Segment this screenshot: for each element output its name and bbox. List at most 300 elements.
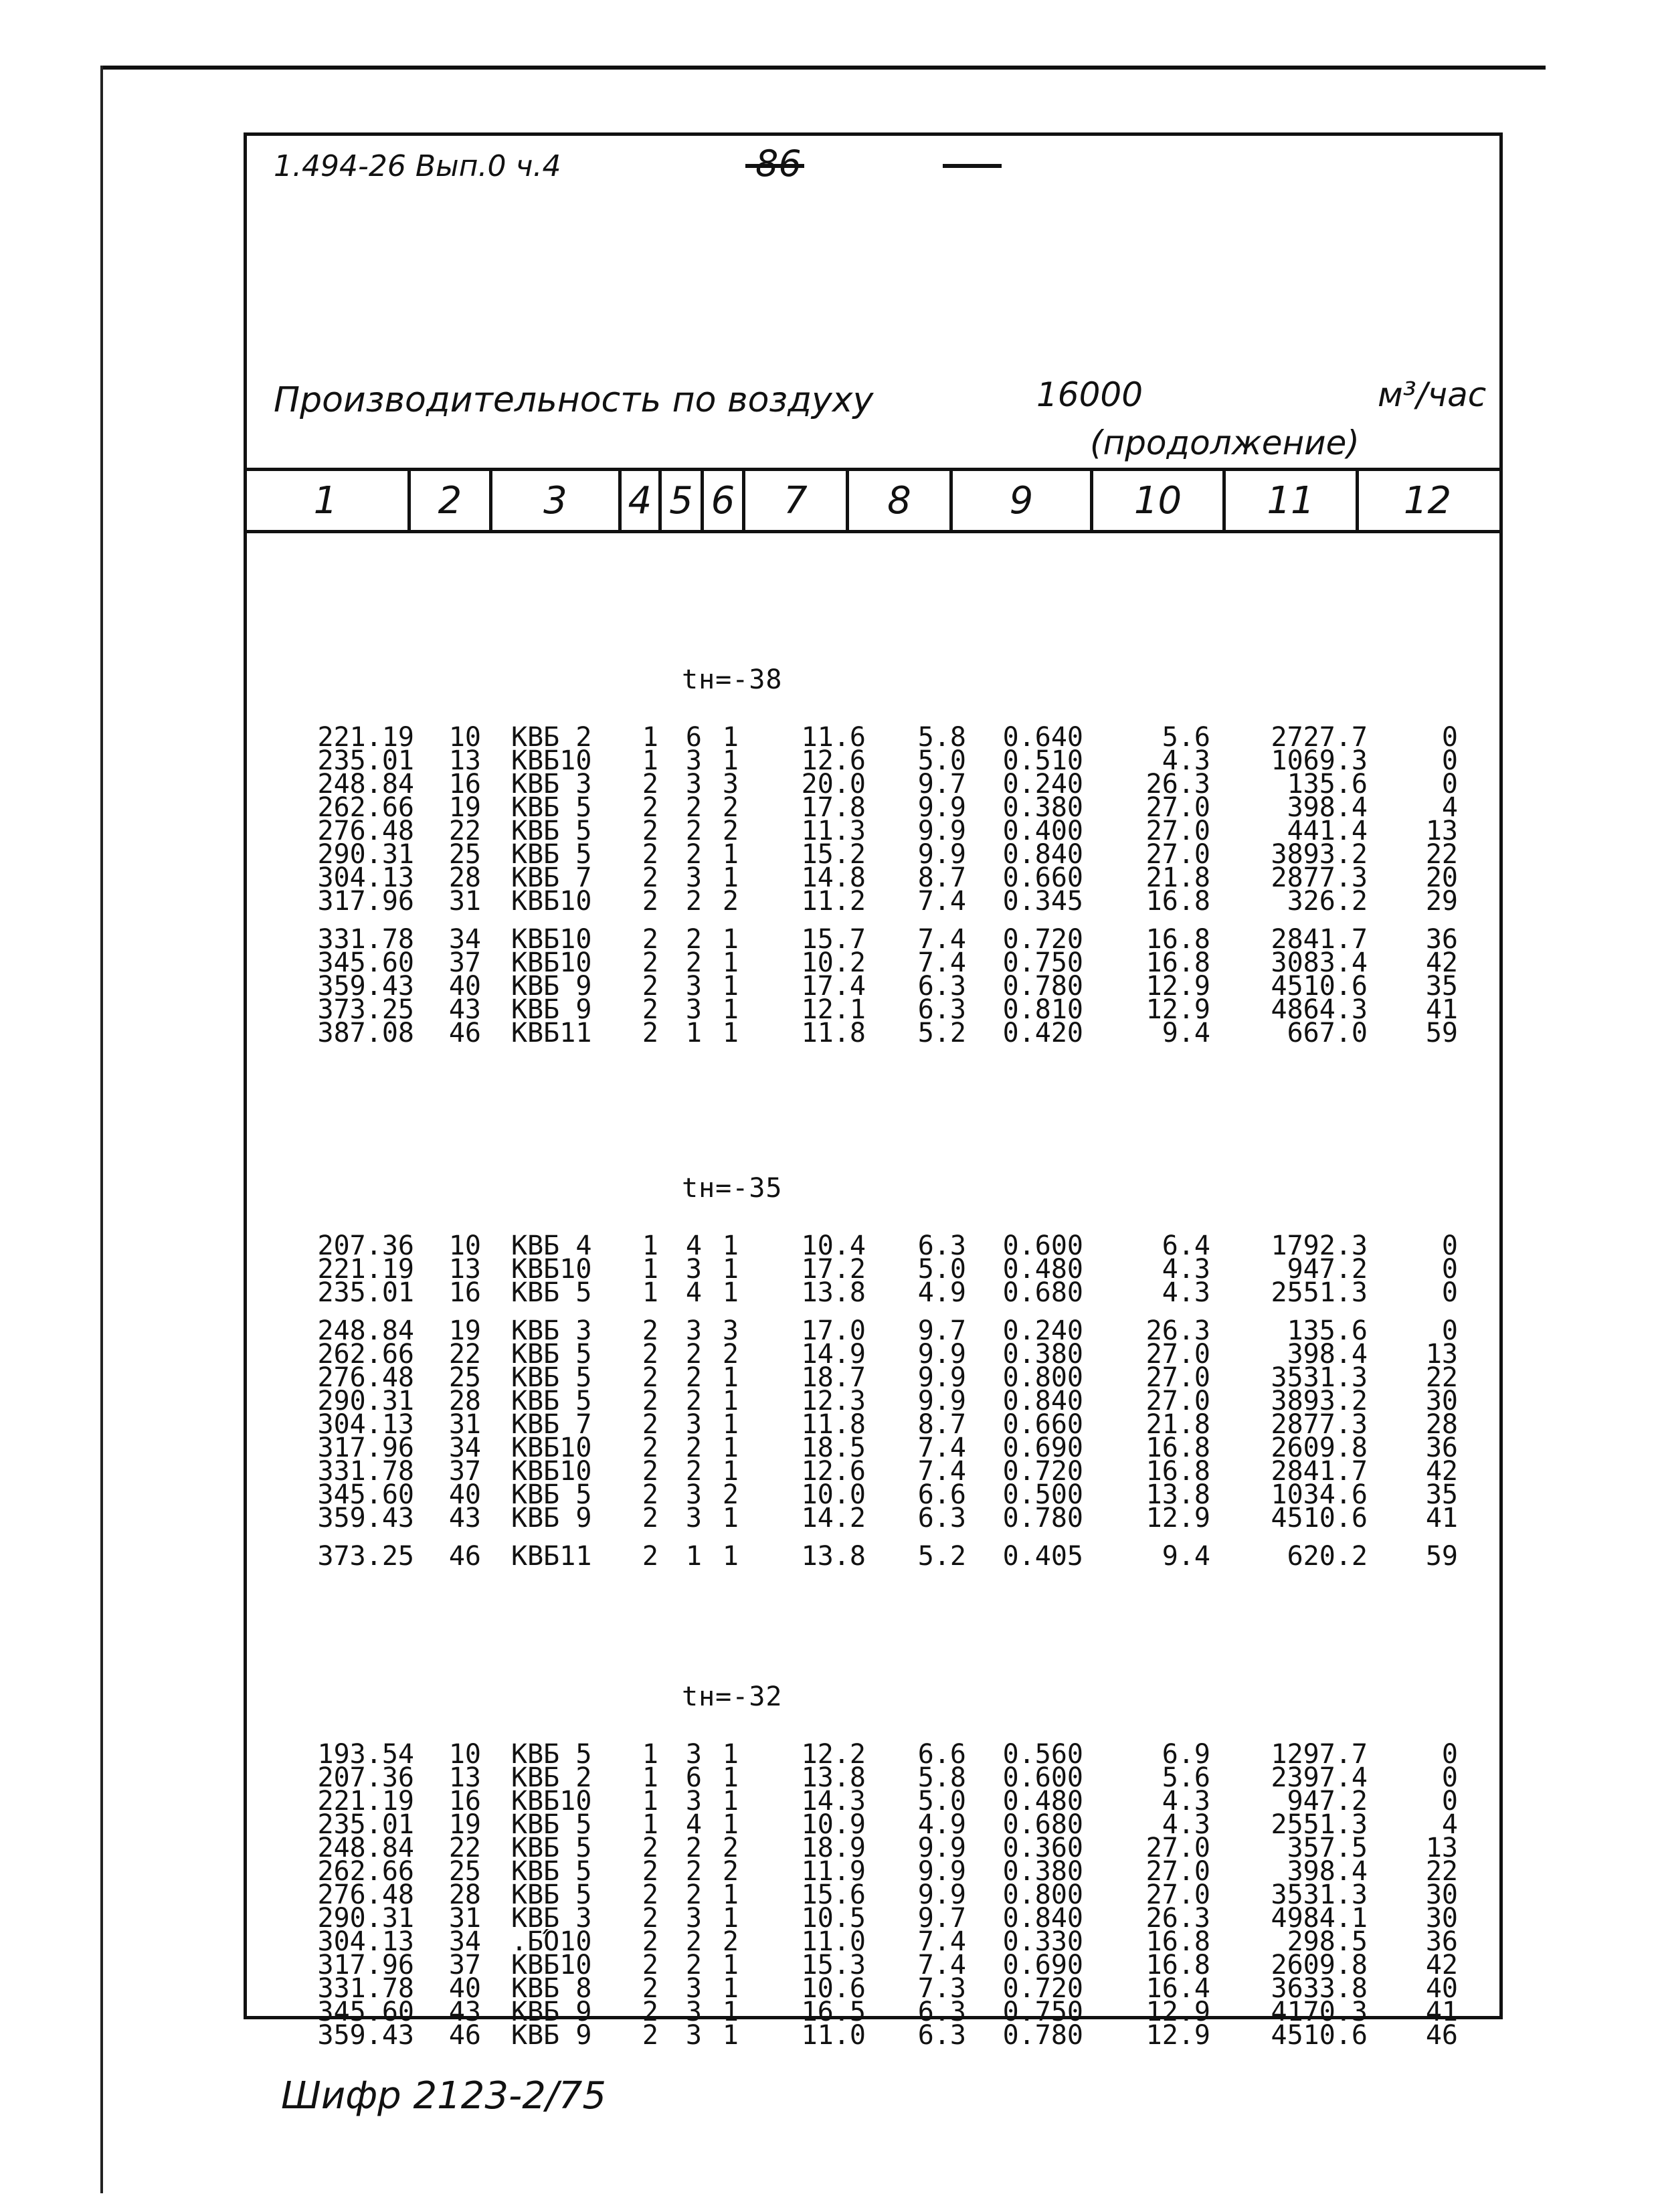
- cell-col-3: КВБ 9: [511, 971, 592, 1002]
- cell-col-5: 3: [685, 1973, 702, 2004]
- cell-col-8: 6.3: [917, 1503, 966, 1534]
- cell-col-11: 135.6: [1287, 1315, 1368, 1346]
- cell-col-7: 10.4: [801, 1230, 866, 1261]
- cell-col-1: 221.19: [317, 722, 414, 753]
- cell-col-9: 0.780: [1002, 2020, 1083, 2051]
- cell-col-11: 398.4: [1287, 1856, 1368, 1887]
- table-row: [247, 1541, 1499, 1572]
- cell-col-6: 1: [722, 2020, 739, 2051]
- cell-col-4: 2: [642, 1479, 658, 1510]
- cell-col-9: 0.510: [1002, 745, 1083, 776]
- cell-col-9: 0.240: [1002, 1315, 1083, 1346]
- cell-col-6: 1: [722, 722, 739, 753]
- cell-col-7: 15.7: [801, 924, 866, 955]
- cell-col-5: 6: [685, 722, 702, 753]
- cell-col-7: 11.9: [801, 1856, 866, 1887]
- cell-col-11: 1297.7: [1271, 1739, 1368, 1770]
- cell-col-2: 10: [448, 722, 481, 753]
- cell-col-1: 207.36: [317, 1230, 414, 1261]
- cell-col-2: 40: [448, 971, 481, 1002]
- cell-col-12: 0: [1441, 1230, 1458, 1261]
- cell-col-7: 13.8: [801, 1762, 866, 1793]
- cell-col-3: КВБ 7: [511, 862, 592, 893]
- cell-col-2: 46: [448, 1541, 481, 1572]
- cell-col-7: 10.0: [801, 1479, 866, 1510]
- cell-col-8: 7.3: [917, 1973, 966, 2004]
- cell-col-9: 0.405: [1002, 1541, 1083, 1572]
- cell-col-1: 317.96: [317, 1950, 414, 1980]
- cell-col-6: 1: [722, 1786, 739, 1817]
- cell-col-2: 19: [448, 1809, 481, 1840]
- cell-col-5: 2: [685, 924, 702, 955]
- cell-col-7: 14.2: [801, 1503, 866, 1534]
- cell-col-4: 1: [642, 1762, 658, 1793]
- cell-col-4: 2: [642, 816, 658, 846]
- cell-col-3: КВБ 5: [511, 1739, 592, 1770]
- cell-col-3: КВБ 5: [511, 1277, 592, 1308]
- cell-col-2: 46: [448, 1018, 481, 1048]
- cell-col-3: КВБ 3: [511, 1903, 592, 1934]
- cell-col-2: 40: [448, 1973, 481, 2004]
- cell-col-6: 2: [722, 816, 739, 846]
- cell-col-6: 1: [722, 971, 739, 1002]
- cell-col-2: 34: [448, 1926, 481, 1957]
- cell-col-11: 2841.7: [1271, 924, 1368, 955]
- cell-col-4: 2: [642, 1386, 658, 1416]
- cell-col-4: 2: [642, 862, 658, 893]
- cell-col-1: 331.78: [317, 1973, 414, 2004]
- cell-col-9: 0.600: [1002, 1762, 1083, 1793]
- cell-col-6: 1: [722, 1903, 739, 1934]
- cell-col-11: 4864.3: [1271, 994, 1368, 1025]
- cell-col-6: 1: [722, 1456, 739, 1487]
- cell-col-1: 304.13: [317, 1926, 414, 1957]
- continued-note: (продолжение): [1090, 424, 1360, 462]
- cell-col-8: 6.6: [917, 1479, 966, 1510]
- cell-col-4: 2: [642, 1362, 658, 1393]
- cell-col-8: 7.4: [917, 1433, 966, 1463]
- cell-col-2: 25: [448, 1856, 481, 1887]
- cell-col-6: 1: [722, 1409, 739, 1440]
- cell-col-8: 9.7: [917, 769, 966, 800]
- cell-col-3: КВБ10: [511, 1254, 592, 1285]
- cell-col-11: 3633.8: [1271, 1973, 1368, 2004]
- cell-col-9: 0.800: [1002, 1879, 1083, 1910]
- cell-col-8: 6.3: [917, 2020, 966, 2051]
- cell-col-12: 35: [1425, 971, 1458, 1002]
- cell-col-12: 28: [1425, 1409, 1458, 1440]
- cell-col-11: 667.0: [1287, 1018, 1368, 1048]
- cell-col-12: 0: [1441, 1277, 1458, 1308]
- table-row: [247, 886, 1499, 917]
- cell-col-7: 11.8: [801, 1018, 866, 1048]
- cell-col-6: 1: [722, 862, 739, 893]
- column-header-7: 7: [745, 471, 849, 530]
- cell-col-7: 12.6: [801, 1456, 866, 1487]
- cell-col-10: 5.6: [1162, 722, 1210, 753]
- cell-col-6: 1: [722, 1230, 739, 1261]
- cell-col-5: 2: [685, 816, 702, 846]
- cell-col-7: 15.6: [801, 1879, 866, 1910]
- column-header-4: 4: [622, 471, 662, 530]
- cell-col-5: 3: [685, 1409, 702, 1440]
- cell-col-8: 4.9: [917, 1809, 966, 1840]
- table-row: [247, 1277, 1499, 1308]
- cell-col-10: 27.0: [1145, 816, 1210, 846]
- cell-col-7: 17.0: [801, 1315, 866, 1346]
- cell-col-2: 28: [448, 1879, 481, 1910]
- cell-col-11: 4984.1: [1271, 1903, 1368, 1934]
- cell-col-6: 1: [722, 1277, 739, 1308]
- cell-col-3: КВБ 5: [511, 1809, 592, 1840]
- column-header-1: 1: [244, 471, 411, 530]
- cell-col-8: 9.9: [917, 1833, 966, 1863]
- column-header-12: 12: [1403, 478, 1452, 523]
- cell-col-1: 331.78: [317, 924, 414, 955]
- cell-col-8: 7.4: [917, 1926, 966, 1957]
- cell-col-1: 262.66: [317, 1339, 414, 1370]
- cell-col-12: 59: [1425, 1018, 1458, 1048]
- cell-col-7: 11.6: [801, 722, 866, 753]
- cell-col-5: 3: [685, 1254, 702, 1285]
- cell-col-7: 18.7: [801, 1362, 866, 1393]
- table-row: [247, 2020, 1499, 2051]
- cell-col-2: 28: [448, 862, 481, 893]
- cell-col-5: 2: [685, 1456, 702, 1487]
- cell-col-10: 16.8: [1145, 886, 1210, 917]
- cell-col-5: 3: [685, 862, 702, 893]
- cell-col-8: 8.7: [917, 1409, 966, 1440]
- cell-col-9: 0.380: [1002, 1856, 1083, 1887]
- cell-col-8: 9.7: [917, 1315, 966, 1346]
- cell-col-8: 5.2: [917, 1018, 966, 1048]
- cell-col-2: 25: [448, 839, 481, 870]
- cell-col-4: 1: [642, 745, 658, 776]
- cell-col-5: 3: [685, 745, 702, 776]
- cell-col-7: 12.6: [801, 745, 866, 776]
- cell-col-10: 16.8: [1145, 1950, 1210, 1980]
- cell-col-2: 13: [448, 745, 481, 776]
- cell-col-6: 1: [722, 1254, 739, 1285]
- cell-col-7: 18.5: [801, 1433, 866, 1463]
- cell-col-9: 0.345: [1002, 886, 1083, 917]
- cell-col-2: 22: [448, 1833, 481, 1863]
- cell-col-4: 2: [642, 1018, 658, 1048]
- cell-col-12: 22: [1425, 839, 1458, 870]
- cell-col-3: КВБ 8: [511, 1973, 592, 2004]
- cell-col-6: 1: [722, 1433, 739, 1463]
- cell-col-1: 262.66: [317, 792, 414, 823]
- cell-col-3: КВБ10: [511, 745, 592, 776]
- cell-col-4: 2: [642, 1339, 658, 1370]
- cell-col-7: 17.2: [801, 1254, 866, 1285]
- cell-col-3: КВБ10: [511, 1950, 592, 1980]
- cell-col-5: 3: [685, 1479, 702, 1510]
- cell-col-9: 0.750: [1002, 947, 1083, 978]
- cell-col-4: 2: [642, 1433, 658, 1463]
- cell-col-9: 0.240: [1002, 769, 1083, 800]
- cell-col-11: 2727.7: [1271, 722, 1368, 753]
- cell-col-12: 0: [1441, 1254, 1458, 1285]
- cell-col-6: 2: [722, 1926, 739, 1957]
- cell-col-11: 2551.3: [1271, 1277, 1368, 1308]
- cell-col-9: 0.380: [1002, 792, 1083, 823]
- cell-col-7: 10.2: [801, 947, 866, 978]
- cell-col-4: 1: [642, 722, 658, 753]
- document-cipher: Шифр 2123-2/75: [281, 2074, 606, 2118]
- cell-col-12: 0: [1441, 722, 1458, 753]
- cell-col-6: 3: [722, 769, 739, 800]
- cell-col-10: 27.0: [1145, 1362, 1210, 1393]
- cell-col-12: 42: [1425, 1950, 1458, 1980]
- cell-col-11: 1069.3: [1271, 745, 1368, 776]
- cell-col-5: 2: [685, 1950, 702, 1980]
- cell-col-3: КВБ 5: [511, 839, 592, 870]
- cell-col-1: 221.19: [317, 1786, 414, 1817]
- cell-col-8: 6.3: [917, 1997, 966, 2027]
- column-header-8: 8: [849, 471, 953, 530]
- cell-col-8: 6.6: [917, 1739, 966, 1770]
- cell-col-10: 26.3: [1145, 1903, 1210, 1934]
- cell-col-12: 20: [1425, 862, 1458, 893]
- cell-col-12: 0: [1441, 1315, 1458, 1346]
- cell-col-5: 2: [685, 1339, 702, 1370]
- column-header-5: 5: [662, 471, 704, 530]
- cell-col-8: 9.9: [917, 1339, 966, 1370]
- cell-col-1: 345.60: [317, 947, 414, 978]
- cell-col-4: 2: [642, 1903, 658, 1934]
- cell-col-9: 0.750: [1002, 1997, 1083, 2027]
- cell-col-3: КВБ 5: [511, 1833, 592, 1863]
- column-header-row: [244, 468, 1503, 533]
- cell-col-7: 12.2: [801, 1739, 866, 1770]
- cell-col-3: .БΌ10: [511, 1926, 592, 1957]
- cell-col-1: 290.31: [317, 839, 414, 870]
- cell-col-11: 947.2: [1287, 1786, 1368, 1817]
- cell-col-6: 1: [722, 1386, 739, 1416]
- cell-col-7: 10.9: [801, 1809, 866, 1840]
- cell-col-10: 9.4: [1162, 1541, 1210, 1572]
- cell-col-5: 3: [685, 1903, 702, 1934]
- cell-col-11: 1792.3: [1271, 1230, 1368, 1261]
- cell-col-6: 1: [722, 1879, 739, 1910]
- cell-col-12: 0: [1441, 1739, 1458, 1770]
- cell-col-1: 387.08: [317, 1018, 414, 1048]
- cell-col-5: 2: [685, 886, 702, 917]
- cell-col-1: 207.36: [317, 1762, 414, 1793]
- cell-col-6: 1: [722, 1950, 739, 1980]
- cell-col-10: 16.4: [1145, 1973, 1210, 2004]
- cell-col-12: 59: [1425, 1541, 1458, 1572]
- cell-col-7: 15.3: [801, 1950, 866, 1980]
- cell-col-12: 40: [1425, 1973, 1458, 2004]
- cell-col-7: 10.5: [801, 1903, 866, 1934]
- cell-col-1: 235.01: [317, 745, 414, 776]
- cell-col-10: 26.3: [1145, 769, 1210, 800]
- cell-col-6: 1: [722, 1973, 739, 2004]
- cell-col-8: 5.8: [917, 1762, 966, 1793]
- cell-col-11: 3893.2: [1271, 1386, 1368, 1416]
- cell-col-10: 9.4: [1162, 1018, 1210, 1048]
- cell-col-1: 276.48: [317, 1879, 414, 1910]
- cell-col-4: 2: [642, 1973, 658, 2004]
- cell-col-1: 262.66: [317, 1856, 414, 1887]
- cell-col-12: 0: [1441, 769, 1458, 800]
- cell-col-12: 42: [1425, 1456, 1458, 1487]
- cell-col-10: 27.0: [1145, 1833, 1210, 1863]
- cell-col-4: 2: [642, 769, 658, 800]
- cell-col-3: КВБ 5: [511, 1386, 592, 1416]
- cell-col-3: КВБ 9: [511, 1997, 592, 2027]
- cell-col-4: 2: [642, 1456, 658, 1487]
- cell-col-11: 2877.3: [1271, 862, 1368, 893]
- cell-col-2: 10: [448, 1230, 481, 1261]
- cell-col-3: КВБ 4: [511, 1230, 592, 1261]
- cell-col-4: 1: [642, 1254, 658, 1285]
- cell-col-8: 7.4: [917, 924, 966, 955]
- cell-col-12: 41: [1425, 994, 1458, 1025]
- cell-col-9: 0.660: [1002, 862, 1083, 893]
- cell-col-7: 13.8: [801, 1277, 866, 1308]
- cell-col-2: 46: [448, 2020, 481, 2051]
- cell-col-8: 5.0: [917, 1786, 966, 1817]
- cell-col-10: 5.6: [1162, 1762, 1210, 1793]
- cell-col-1: 345.60: [317, 1479, 414, 1510]
- cell-col-4: 2: [642, 1950, 658, 1980]
- cell-col-10: 4.3: [1162, 745, 1210, 776]
- cell-col-9: 0.840: [1002, 1386, 1083, 1416]
- cell-col-10: 21.8: [1145, 862, 1210, 893]
- cell-col-5: 2: [685, 947, 702, 978]
- cell-col-8: 9.9: [917, 792, 966, 823]
- cell-col-3: КВБ 3: [511, 769, 592, 800]
- cell-col-6: 2: [722, 1479, 739, 1510]
- air-flow-value: 16000: [1036, 375, 1143, 414]
- cell-col-7: 15.2: [801, 839, 866, 870]
- cell-col-4: 2: [642, 1879, 658, 1910]
- cell-col-6: 2: [722, 886, 739, 917]
- cell-col-11: 2877.3: [1271, 1409, 1368, 1440]
- cell-col-11: 398.4: [1287, 1339, 1368, 1370]
- cell-col-4: 1: [642, 1809, 658, 1840]
- cell-col-12: 36: [1425, 1433, 1458, 1463]
- cell-col-8: 9.9: [917, 1362, 966, 1393]
- cell-col-7: 10.6: [801, 1973, 866, 2004]
- cell-col-6: 1: [722, 1997, 739, 2027]
- cell-col-11: 1034.6: [1271, 1479, 1368, 1510]
- cell-col-2: 10: [448, 1739, 481, 1770]
- cell-col-9: 0.360: [1002, 1833, 1083, 1863]
- cell-col-2: 34: [448, 924, 481, 955]
- cell-col-12: 4: [1441, 792, 1458, 823]
- cell-col-3: КВБ10: [511, 1456, 592, 1487]
- cell-col-11: 2551.3: [1271, 1809, 1368, 1840]
- cell-col-5: 2: [685, 1856, 702, 1887]
- cell-col-9: 0.690: [1002, 1433, 1083, 1463]
- cell-col-3: КВБ 5: [511, 792, 592, 823]
- cell-col-4: 2: [642, 1997, 658, 2027]
- cell-col-5: 3: [685, 971, 702, 1002]
- cell-col-12: 0: [1441, 745, 1458, 776]
- cell-col-11: 3893.2: [1271, 839, 1368, 870]
- cell-col-1: 193.54: [317, 1739, 414, 1770]
- air-flow-unit: м³/час: [1378, 375, 1487, 414]
- cell-col-9: 0.480: [1002, 1254, 1083, 1285]
- cell-col-1: 235.01: [317, 1809, 414, 1840]
- column-header-11: 11: [1226, 471, 1359, 530]
- cell-col-9: 0.400: [1002, 816, 1083, 846]
- cell-col-2: 43: [448, 1997, 481, 2027]
- cell-col-10: 27.0: [1145, 1386, 1210, 1416]
- cell-col-2: 13: [448, 1254, 481, 1285]
- cell-col-1: 221.19: [317, 1254, 414, 1285]
- cell-col-2: 22: [448, 816, 481, 846]
- cell-col-1: 290.31: [317, 1903, 414, 1934]
- cell-col-7: 14.9: [801, 1339, 866, 1370]
- cell-col-9: 0.420: [1002, 1018, 1083, 1048]
- cell-col-6: 1: [722, 1362, 739, 1393]
- cell-col-5: 4: [685, 1809, 702, 1840]
- cell-col-5: 2: [685, 1386, 702, 1416]
- cell-col-9: 0.810: [1002, 994, 1083, 1025]
- cell-col-11: 2609.8: [1271, 1950, 1368, 1980]
- cell-col-11: 2841.7: [1271, 1456, 1368, 1487]
- cell-col-4: 2: [642, 2020, 658, 2051]
- cell-col-4: 1: [642, 1230, 658, 1261]
- cell-col-1: 304.13: [317, 1409, 414, 1440]
- cell-col-4: 2: [642, 839, 658, 870]
- cell-col-12: 46: [1425, 2020, 1458, 2051]
- cell-col-6: 2: [722, 1339, 739, 1370]
- cell-col-3: КВБ10: [511, 1786, 592, 1817]
- cell-col-7: 11.3: [801, 816, 866, 846]
- cell-col-2: 37: [448, 947, 481, 978]
- cell-col-5: 2: [685, 1879, 702, 1910]
- cell-col-11: 135.6: [1287, 769, 1368, 800]
- cell-col-2: 34: [448, 1433, 481, 1463]
- column-header-6: 6: [704, 471, 745, 530]
- cell-col-10: 12.9: [1145, 994, 1210, 1025]
- cell-col-1: 359.43: [317, 2020, 414, 2051]
- cell-col-1: 359.43: [317, 1503, 414, 1534]
- cell-col-2: 22: [448, 1339, 481, 1370]
- cell-col-2: 31: [448, 1903, 481, 1934]
- cell-col-11: 398.4: [1287, 792, 1368, 823]
- cell-col-1: 248.84: [317, 769, 414, 800]
- cell-col-5: 2: [685, 839, 702, 870]
- cell-col-12: 30: [1425, 1386, 1458, 1416]
- cell-col-1: 304.13: [317, 862, 414, 893]
- section-label: tн=-32: [682, 1681, 783, 1712]
- cell-col-7: 14.8: [801, 862, 866, 893]
- cell-col-3: КВБ 5: [511, 1479, 592, 1510]
- cell-col-6: 3: [722, 1315, 739, 1346]
- cell-col-10: 12.9: [1145, 971, 1210, 1002]
- cell-col-8: 9.9: [917, 1386, 966, 1416]
- table-row: [247, 1503, 1499, 1534]
- cell-col-3: КВБ11: [511, 1541, 592, 1572]
- cell-col-1: 248.84: [317, 1315, 414, 1346]
- cell-col-9: 0.560: [1002, 1739, 1083, 1770]
- cell-col-4: 2: [642, 1541, 658, 1572]
- cell-col-3: КВБ 2: [511, 722, 592, 753]
- cell-col-10: 6.4: [1162, 1230, 1210, 1261]
- column-header-2: 2: [411, 471, 492, 530]
- cell-col-6: 1: [722, 1809, 739, 1840]
- cell-col-10: 4.3: [1162, 1786, 1210, 1817]
- cell-col-7: 20.0: [801, 769, 866, 800]
- cell-col-11: 4510.6: [1271, 971, 1368, 1002]
